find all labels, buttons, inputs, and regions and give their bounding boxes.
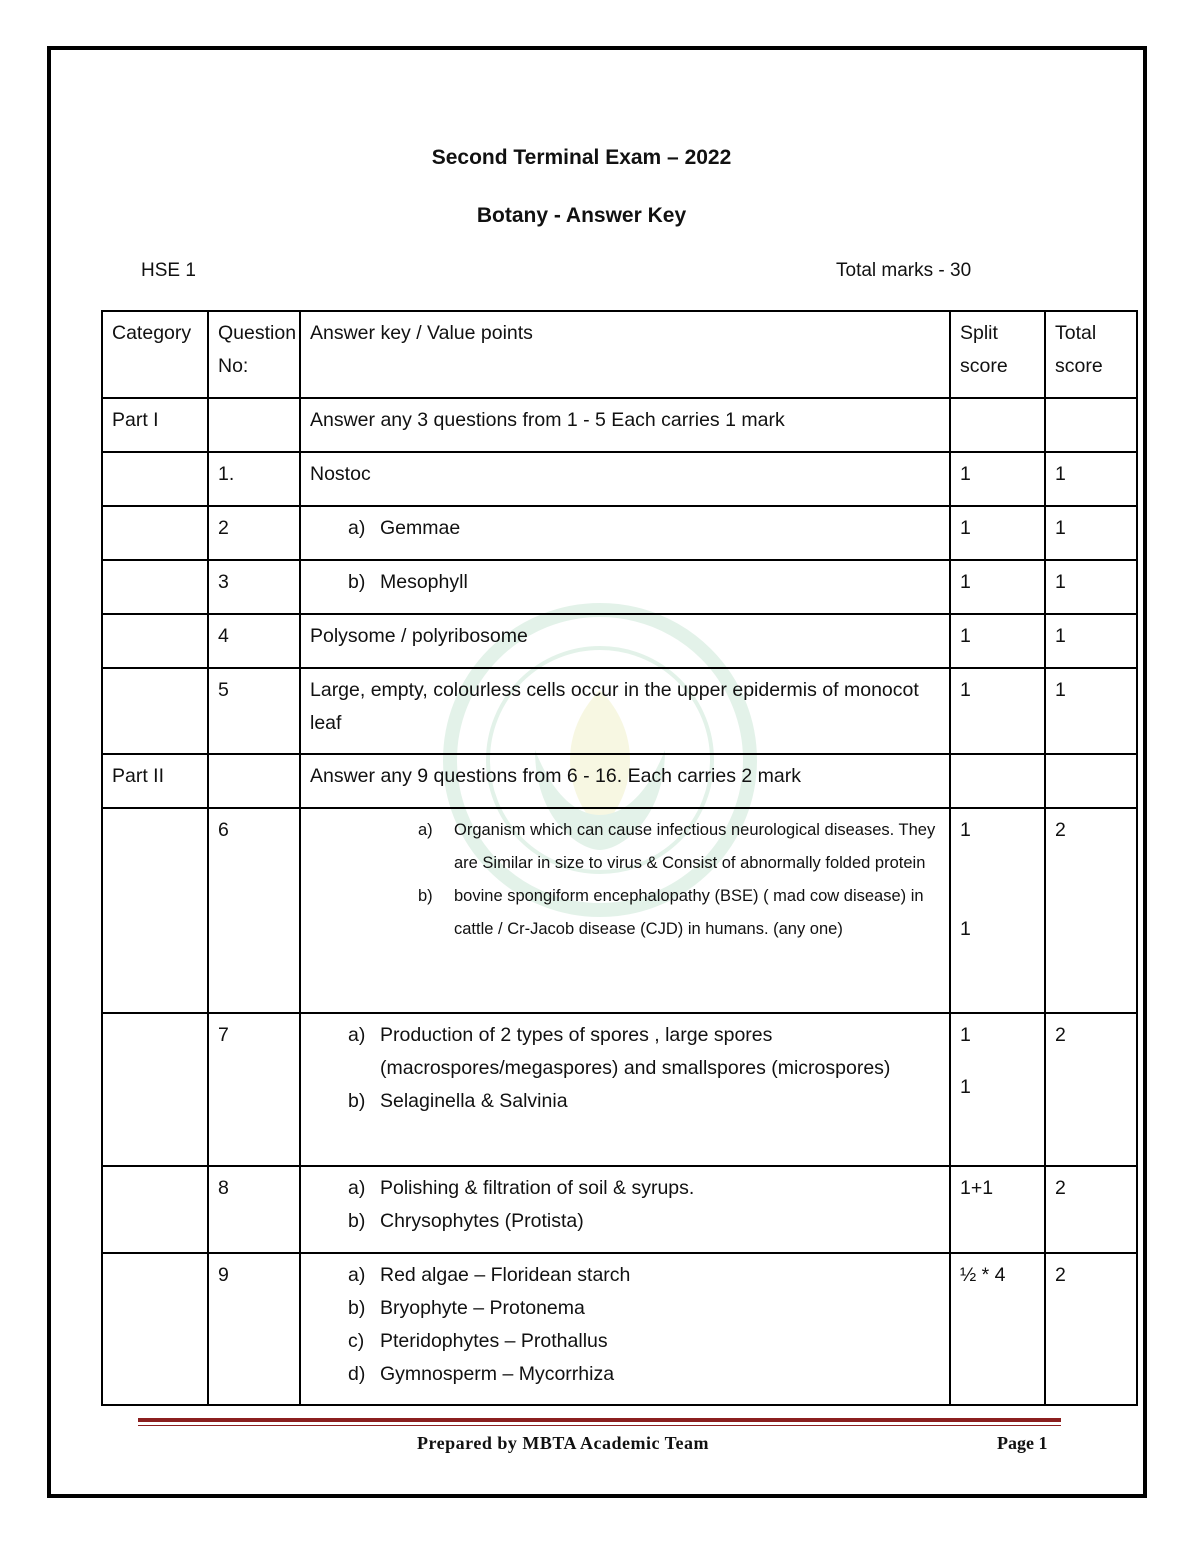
table-row [102,1013,1137,1166]
table-row [102,452,1137,506]
answer-text: Organism which can cause infectious neurological diseases. They are Similar in size to virus & Consist of abnormally folded protein [454,821,936,872]
part-label: Part II [102,754,208,808]
split-score: 1 [950,668,1045,754]
split-score: 1+1 [950,1166,1045,1253]
item-label: a) [348,1024,366,1046]
question-number: 5 [208,668,300,754]
total-score: 2 [1045,808,1137,1013]
total-score: 1 [1045,506,1137,560]
answer-key-subtitle: Botany - Answer Key [476,204,687,227]
split-score: 1 [950,452,1045,506]
item-label: a) [348,1264,366,1286]
header-split-score: Split score [950,311,1045,398]
table-row [102,560,1137,614]
table-row [102,1166,1137,1253]
table-row [102,1253,1137,1405]
split-score: 1 [960,1076,971,1098]
answer-key-table [101,310,1138,1406]
item-label: c) [348,1330,365,1352]
question-number: 7 [208,1013,300,1166]
table-row [102,398,1137,452]
answer-text: Mesophyll [380,571,468,593]
total-score: 2 [1045,1253,1137,1405]
table-header-row [102,311,1137,398]
question-number: 2 [208,506,300,560]
answer-text: Polysome / polyribosome [300,614,950,668]
answer-text: Gemmae [380,517,461,539]
question-number: 8 [208,1166,300,1253]
split-score: ½ * 4 [950,1253,1045,1405]
question-number: 1. [208,452,300,506]
table-row [102,614,1137,668]
part-instruction: Answer any 3 questions from 1 - 5 Each carries 1 mark [300,398,950,452]
answer-text: bovine spongiform encephalopathy (BSE) ( mad cow disease) in cattle / Cr-Jacob disease (CJD) in humans. (any one) [454,887,924,938]
item-label: a) [348,1177,366,1199]
answer-text: Production of 2 types of spores , large spores (macrospores/megaspores) and smallspores (microspores) [380,1024,891,1079]
table-row [102,506,1137,560]
footer-rule-thin [138,1425,1061,1426]
split-score: 1 [960,1024,971,1046]
table-row [102,808,1137,1013]
header-question-no: Question No: [208,311,300,398]
split-score: 1 [950,614,1045,668]
answer-text: Red algae – Floridean starch [380,1264,631,1286]
answer-text: Large, empty, colourless cells occur in the upper epidermis of monocot leaf [300,668,950,754]
item-label: b) [348,571,366,593]
split-score: 1 [950,506,1045,560]
answer-text: Nostoc [300,452,950,506]
answer-text: Gymnosperm – Mycorrhiza [380,1363,615,1385]
total-marks: Total marks - 30 [836,260,972,281]
split-score: 1 [960,918,971,940]
item-label: a) [348,517,366,539]
total-score: 1 [1045,560,1137,614]
answer-text: Bryophyte – Protonema [380,1297,585,1319]
item-label: b) [348,1210,366,1232]
header-answer: Answer key / Value points [300,311,950,398]
answer-text: Polishing & filtration of soil & syrups. [380,1177,695,1199]
question-number: 6 [208,808,300,1013]
item-label: d) [348,1363,366,1385]
table-row [102,668,1137,754]
answer-text: Pteridophytes – Prothallus [380,1330,608,1352]
total-score: 1 [1045,452,1137,506]
total-score: 2 [1045,1166,1137,1253]
item-label: b) [418,887,433,905]
question-number: 4 [208,614,300,668]
part-instruction: Answer any 9 questions from 6 - 16. Each carries 2 mark [300,754,950,808]
class-label: HSE 1 [141,260,196,281]
item-label: b) [348,1090,366,1112]
answer-text: Selaginella & Salvinia [380,1090,568,1112]
prepared-by: Prepared by MBTA Academic Team [417,1433,709,1453]
table-row [102,754,1137,808]
part-label: Part I [102,398,208,452]
page-number: Page 1 [997,1433,1048,1453]
header-total-score: Total score [1045,311,1137,398]
total-score: 2 [1045,1013,1137,1166]
split-score: 1 [960,819,971,841]
footer-rule [138,1418,1061,1422]
item-label: a) [418,821,433,839]
item-label: b) [348,1297,366,1319]
total-score: 1 [1045,614,1137,668]
total-score: 1 [1045,668,1137,754]
exam-title: Second Terminal Exam – 2022 [431,146,732,169]
split-score: 1 [950,560,1045,614]
question-number: 9 [208,1253,300,1405]
header-category: Category [102,311,208,398]
question-number: 3 [208,560,300,614]
answer-text: Chrysophytes (Protista) [380,1210,584,1232]
